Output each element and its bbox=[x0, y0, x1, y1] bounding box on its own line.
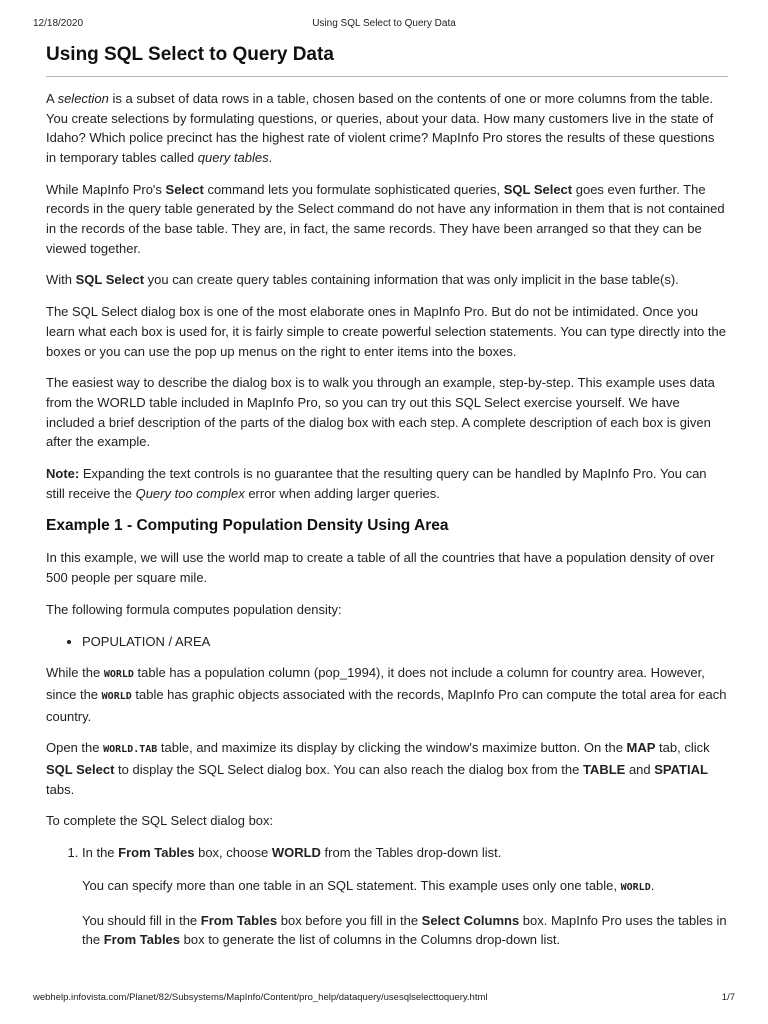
text-run: box, choose bbox=[194, 845, 272, 861]
bold-from-tables: From Tables bbox=[200, 912, 278, 928]
code-world: WORLD bbox=[101, 690, 132, 702]
term-selection: selection bbox=[57, 90, 109, 106]
example-heading: Example 1 - Computing Population Density Using Area bbox=[46, 517, 449, 535]
note-label: Note: bbox=[46, 466, 80, 482]
complete-dialog-intro: To complete the SQL Select dialog box: bbox=[46, 813, 274, 829]
note-paragraph bbox=[46, 464, 728, 503]
bold-spatial: SPATIAL bbox=[654, 762, 708, 778]
bold-select-columns: Select Columns bbox=[421, 912, 520, 928]
text-run: You should fill in the bbox=[82, 912, 201, 928]
example-intro-paragraph: The easiest way to describe the dialog box is to walk you through an example, step-by-step. This example uses data from the WORLD table included in MapInfo Pro, so you can try out this SQL Select exercise yourself. We have included a brief description of the parts of the dialog box with each step. A complete description of each box is given after the example. bbox=[46, 375, 715, 450]
text-run: and bbox=[625, 762, 655, 778]
step-note bbox=[82, 876, 728, 898]
bold-table: TABLE bbox=[582, 762, 626, 778]
text-run: table has graphic objects associated with the records, MapInfo Pro can compute the total area for each country. bbox=[46, 686, 727, 724]
bold-world: WORLD bbox=[271, 845, 321, 861]
formula-item: • POPULATION / AREA bbox=[82, 632, 728, 652]
bold-map: MAP bbox=[626, 740, 656, 756]
steps-list bbox=[46, 843, 728, 950]
bold-from-tables: From Tables bbox=[118, 845, 195, 861]
text-run: is a subset of data rows in a table, chosen based on the contents of one or more columns from the table. You create selections by formulating questions, or queries, about your data. How many customers live in the state of Idaho? Which police precinct has the highest rate of violent crime? MapInfo Pro stores the results of these questions in temporary tables called bbox=[46, 90, 715, 165]
example-description: In this example, we will use the world map to create a table of all the countries that have a population density of over 500 people per square mile. bbox=[46, 550, 715, 586]
print-header bbox=[33, 18, 735, 32]
bold-sql-select: SQL Select bbox=[46, 762, 115, 778]
text-run: box before you fill in the bbox=[277, 912, 422, 928]
text-run: You can specify more than one table in an SQL statement. This example uses only one table, bbox=[82, 877, 621, 893]
text-run: . bbox=[650, 877, 655, 893]
article-content bbox=[46, 44, 728, 950]
text-run: to display the SQL Select dialog box. You can also reach the dialog box from the bbox=[114, 762, 583, 778]
text-run: box. MapInfo Pro uses the tables in the bbox=[82, 912, 727, 948]
formula-list bbox=[46, 632, 728, 652]
text-run: command lets you formulate sophisticated queries, bbox=[203, 181, 504, 197]
dialog-paragraph: The SQL Select dialog box is one of the most elaborate ones in MapInfo Pro. But do not be intimidated. Once you learn what each box is used for, it is fairly simple to create powerful selection statements. You can type directly into the boxes or you can use the pop up menus on the right to enter items into the boxes. bbox=[46, 304, 726, 359]
print-doc-title: Using SQL Select to Query Data bbox=[312, 18, 456, 29]
code-world-tab: WORLD.TAB bbox=[103, 744, 158, 756]
code-world: WORLD bbox=[620, 881, 651, 893]
text-run: tab, click bbox=[655, 740, 710, 756]
sql-select-paragraph bbox=[46, 270, 728, 290]
text-run: A bbox=[46, 90, 58, 106]
bold-select: Select bbox=[165, 181, 204, 197]
bold-sql-select: SQL Select bbox=[503, 181, 573, 197]
text-run: goes even further. The records in the query table generated by the Select command do not have any information in them that is not contained in the records of the base table. They are, in fact, the same records. They have been arranged so that they can be viewed together. bbox=[46, 181, 725, 256]
text-run: While MapInfo Pro's bbox=[46, 181, 166, 197]
code-world: WORLD bbox=[103, 669, 134, 681]
text-run: . bbox=[268, 149, 273, 165]
intro-paragraph bbox=[46, 89, 728, 168]
step-text bbox=[82, 843, 728, 863]
text-run: error when adding larger queries. bbox=[244, 485, 440, 501]
print-date: 12/18/2020 bbox=[33, 18, 84, 29]
formula-intro: The following formula computes population density: bbox=[46, 601, 342, 617]
text-run: Open the bbox=[46, 740, 104, 756]
page-title: Using SQL Select to Query Data bbox=[46, 44, 728, 77]
text-run: In the bbox=[82, 845, 119, 861]
text-run: table, and maximize its display by clicking the window's maximize button. On the bbox=[157, 740, 627, 756]
print-footer bbox=[33, 992, 735, 1006]
text-run: table has a population column (pop_1994), it does not include a column for country area. However, since the bbox=[46, 665, 705, 702]
bold-sql-select: SQL Select bbox=[75, 272, 145, 288]
text-run: from the Tables drop-down list. bbox=[320, 845, 502, 861]
text-run: tabs. bbox=[46, 781, 75, 797]
text-run: Expanding the text controls is no guarantee that the resulting query can be handled by MapInfo Pro. You can still receive the bbox=[46, 466, 707, 501]
select-paragraph bbox=[46, 180, 728, 259]
step-note bbox=[82, 911, 728, 950]
text-run: While the bbox=[46, 665, 104, 681]
step-item bbox=[82, 843, 728, 950]
bold-from-tables: From Tables bbox=[103, 932, 181, 948]
text-run: box to generate the list of columns in the Columns drop-down list. bbox=[180, 932, 561, 948]
open-table-paragraph bbox=[46, 738, 728, 799]
world-table-paragraph bbox=[46, 663, 728, 726]
text-run: you can create query tables containing information that was only implicit in the base table(s). bbox=[144, 272, 679, 288]
text-run: With bbox=[46, 272, 76, 288]
term-query-too-complex: Query too complex bbox=[135, 485, 245, 501]
page-url: webhelp.infovista.com/Planet/82/Subsystems/MapInfo/Content/pro_help/dataquery/usesqlselecttoquery.html bbox=[33, 992, 488, 1003]
term-query-tables: query tables bbox=[197, 149, 269, 165]
page-number: 1/7 bbox=[721, 992, 735, 1003]
